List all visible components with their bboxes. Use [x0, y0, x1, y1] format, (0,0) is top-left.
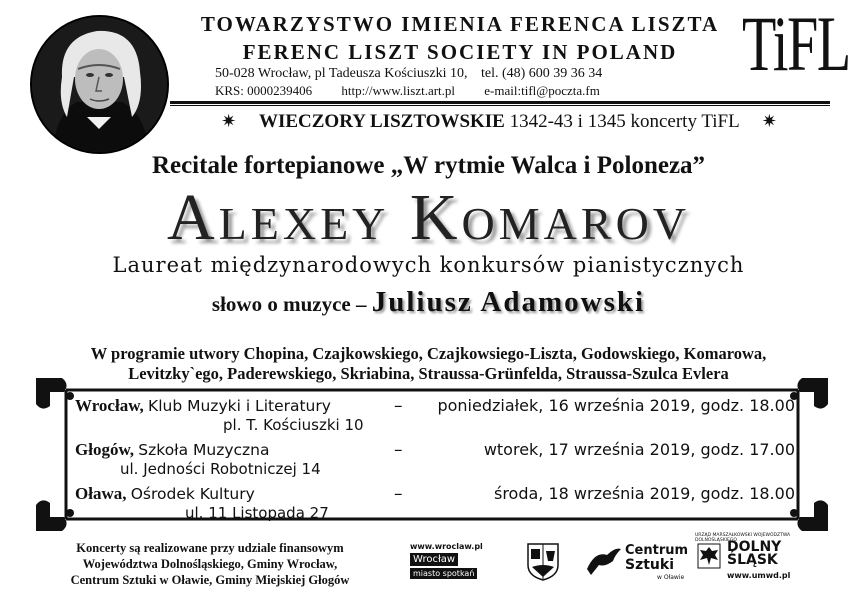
header-divider-thin [170, 105, 830, 106]
venue-row-olawa [75, 484, 795, 522]
laureate-subtitle: Laureat międzynarodowych konkursów pianistycznych [112, 253, 745, 277]
venue-address: pl. T. Kościuszki 10 [223, 416, 364, 434]
venue-name: Szkoła Muzyczna [138, 441, 270, 459]
centrum-sztuki-logo[interactable] [625, 543, 688, 573]
series-title: WIECZORY LISZTOWSKIE [258, 111, 505, 132]
cs-line: Sztuki [625, 557, 674, 573]
talk-line [0, 286, 857, 319]
venue-city: Wrocław, [75, 396, 144, 415]
centrum-sztuki-bird-icon [585, 545, 623, 577]
venue-row-glogow [75, 440, 795, 478]
venue-address: ul. Jedności Robotniczej 14 [120, 460, 321, 478]
wroclaw-url: www.wroclaw.pl [410, 542, 483, 551]
funding-line: Województwa Dolnośląskiego, Gminy Wrocław, [82, 557, 338, 571]
recital-title: Recitale fortepianowe „W rytmie Walca i Poloneza” [151, 152, 706, 179]
talk-prefix: słowo o muzyce – [211, 292, 367, 316]
ds-office-label: URZĄD MARSZAŁKOWSKI WOJEWÓDZTWA DOLNOŚLĄSKIEGO [695, 533, 791, 543]
venue-dash: – [394, 484, 403, 504]
venue-name: Klub Muzyki i Literatury [148, 397, 331, 415]
corner-ornament-tr [790, 378, 828, 409]
cs-line: Centrum [625, 543, 689, 558]
society-name-en: FERENC LISZT SOCIETY IN POLAND [242, 40, 678, 64]
artist-name: Alexey Komarov [166, 181, 691, 254]
dolny-slask-logo[interactable] [727, 541, 781, 567]
funding-line: Koncerty są realizowane przy udziale finansowym [76, 541, 344, 555]
liszt-portrait [30, 15, 169, 154]
venue-date: środa, 18 września 2019, godz. 18.00 [493, 484, 795, 503]
contact-line [215, 83, 600, 99]
corner-ornament-bl [36, 500, 74, 531]
krs: KRS: 0000239406 [215, 83, 313, 98]
phone: tel. (48) 600 39 36 34 [480, 66, 603, 81]
series-concerts: 1342-43 i 1345 koncerty TiFL [509, 111, 740, 132]
venue-name: Ośrodek Kultury [130, 485, 255, 503]
header-divider [170, 101, 830, 104]
email-link[interactable]: e-mail:tifl@poczta.fm [484, 83, 600, 98]
star-icon: ✷ [221, 111, 237, 131]
olawa-coat-of-arms-icon [527, 543, 559, 581]
corner-ornament-tl [36, 378, 74, 409]
series-line [165, 111, 833, 133]
address: 50-028 Wrocław, pl Tadeusza Kościuszki 10, [215, 66, 468, 81]
eagle-emblem-icon [697, 543, 721, 569]
cs-subtitle: w Oławie [657, 574, 685, 581]
venue-date: poniedziałek, 16 września 2019, godz. 18.00 [437, 396, 795, 415]
venue-city: Głogów, [75, 440, 135, 459]
star-icon: ✷ [761, 111, 777, 131]
program-line: W programie utwory Chopina, Czajkowskiego, Czajkowsiego-Liszta, Godowskiego, Komarowa, [90, 344, 767, 363]
ds-url[interactable]: www.umwd.pl [727, 571, 791, 580]
website-link[interactable]: http://www.liszt.art.pl [341, 83, 456, 98]
ds-line: DOLNY [727, 539, 782, 555]
funding-note [40, 540, 380, 588]
funding-line: Centrum Sztuki w Oławie, Gminy Miejskiej Głogów [70, 573, 350, 587]
address-line [215, 66, 602, 82]
wroclaw-tagline: miasto spotkań [410, 568, 477, 579]
venue-address: ul. 11 Listopada 27 [185, 504, 329, 522]
venue-date: wtorek, 17 września 2019, godz. 17.00 [483, 440, 795, 459]
venue-dash: – [394, 440, 403, 460]
program-line: Levitzky`ego, Paderewskiego, Skriabina, Straussa-Grünfelda, Straussa-Szulca Evlera [128, 364, 729, 383]
talk-speaker: Juliusz Adamowski [371, 286, 646, 318]
venue-dash: – [394, 396, 403, 416]
ds-line: ŚLĄSK [727, 552, 778, 568]
venue-city: Oława, [75, 484, 127, 503]
tifl-logo: TiFL [742, 0, 850, 87]
venue-row-wroclaw [75, 396, 795, 434]
wroclaw-name: Wrocław [410, 553, 458, 566]
wroclaw-logo[interactable] [410, 542, 502, 579]
society-name-pl: TOWARZYSTWO IMIENIA FERENCA LISZTA [200, 12, 720, 36]
corner-ornament-br [790, 500, 828, 531]
